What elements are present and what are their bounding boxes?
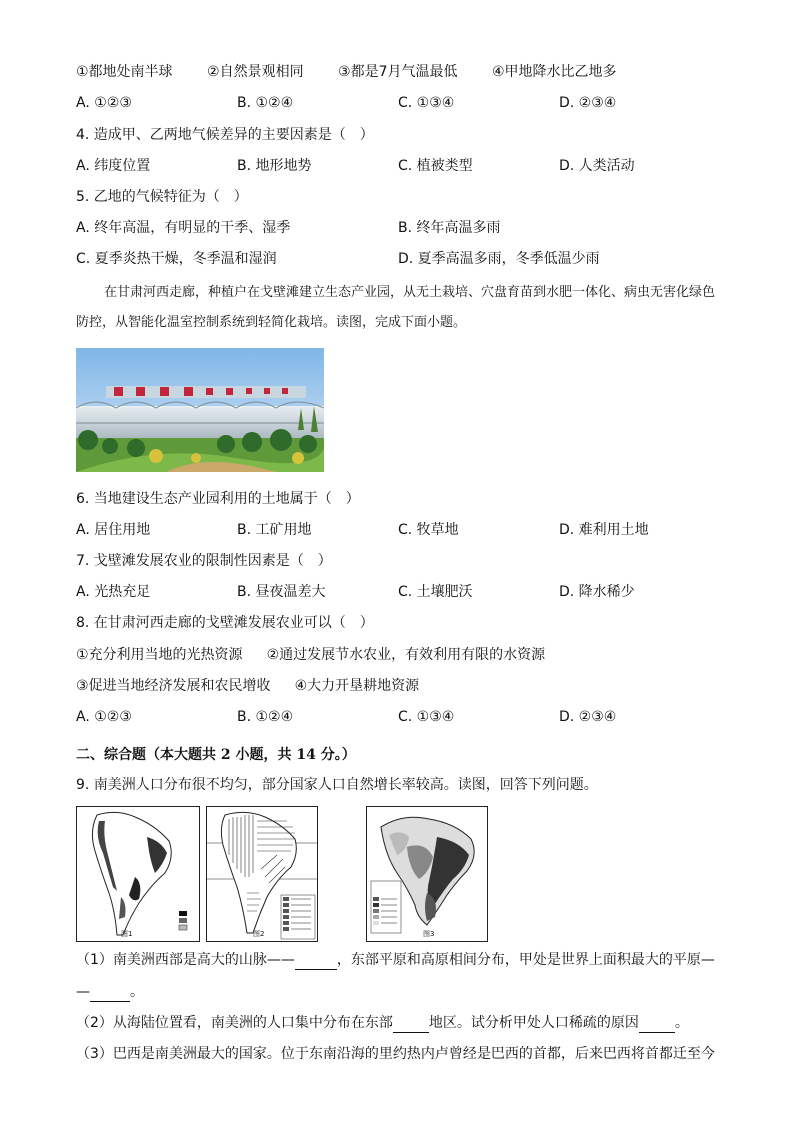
option[interactable]: B. ①②④ — [237, 709, 294, 725]
q3-options — [76, 93, 720, 113]
q4-options — [76, 156, 720, 176]
q9-stem: 9. 南美洲人口分布很不均匀，部分国家人口自然增长率较高。读图，回答下列问题。 — [76, 777, 598, 793]
figure-3-caption: 图3 — [423, 930, 435, 938]
figure-3-map — [366, 806, 488, 942]
option[interactable]: D. ②③④ — [559, 95, 617, 111]
q8-statement: ②通过发展节水农业，有效利用有限的水资源 — [266, 647, 546, 663]
answer-blank[interactable] — [295, 955, 337, 970]
q9-sub1-cont — [76, 982, 144, 1002]
q5-options-row2 — [76, 249, 600, 269]
q5-stem: 5. 乙地的气候特征为（ ） — [76, 189, 248, 205]
q9-sub2-text: 。 — [674, 1015, 689, 1031]
q3-statement: ①都地处南半球 — [76, 64, 173, 80]
q3-statement: ④甲地降水比乙地多 — [491, 64, 617, 80]
figure-2-map — [206, 806, 318, 942]
q7-options — [76, 582, 720, 602]
option[interactable]: D. 人类活动 — [559, 158, 635, 174]
passage: 在甘肃河西走廊，种植户在戈壁滩建立生态产业园，从无土栽培、穴盘育苗到水肥一体化、病虫无害化绿色防控，从智能化温室控制系统到轻简化栽培。读图，完成下面小题。 — [76, 285, 716, 330]
option[interactable]: C. 夏季炎热干燥，冬季温和湿润 — [76, 251, 277, 267]
option[interactable]: B. 地形地势 — [237, 158, 312, 174]
option[interactable]: A. 纬度位置 — [76, 158, 151, 174]
q3-statement: ③都是7月气温最低 — [338, 64, 458, 80]
q8-options — [76, 707, 720, 727]
q6-stem: 6. 当地建设生态产业园利用的土地属于（ ） — [76, 491, 360, 507]
q4-stem: 4. 造成甲、乙两地气候差异的主要因素是（ ） — [76, 127, 374, 143]
option[interactable]: C. 植被类型 — [398, 158, 473, 174]
option[interactable]: B. 昼夜温差大 — [237, 584, 326, 600]
option[interactable]: C. ①③④ — [398, 709, 455, 725]
option[interactable]: D. 夏季高温多雨，冬季低温少雨 — [398, 251, 600, 267]
q8-statement: ④大力开垦耕地资源 — [294, 678, 420, 694]
option[interactable]: C. ①③④ — [398, 95, 455, 111]
option[interactable]: B. 工矿用地 — [237, 522, 312, 538]
q9-sub1-text: — — [76, 984, 90, 1000]
figure-1-map — [76, 806, 200, 942]
option[interactable]: A. 终年高温，有明显的干季、湿季 — [76, 220, 291, 236]
option[interactable]: B. 终年高温多雨 — [398, 220, 501, 236]
q9-sub3: （3）巴西是南美洲最大的国家。位于东南沿海的里约热内卢曾经是巴西的首都，后来巴西将首都迁至今 — [76, 1046, 715, 1062]
q8-stem: 8. 在甘肃河西走廊的戈壁滩发展农业可以（ ） — [76, 615, 374, 631]
option[interactable]: A. 光热充足 — [76, 584, 151, 600]
option[interactable]: B. ①②④ — [237, 95, 294, 111]
option[interactable]: D. ②③④ — [559, 709, 617, 725]
q8-statement: ③促进当地经济发展和农民增收 — [76, 678, 271, 694]
greenhouse-photo — [76, 348, 324, 472]
option[interactable]: C. 土壤肥沃 — [398, 584, 473, 600]
q9-sub1-text: （1）南美洲西部是高大的山脉—— — [76, 952, 295, 968]
figure-1-caption: 图1 — [121, 930, 133, 938]
q9-sub2-text: 地区。试分析甲处人口稀疏的原因 — [428, 1015, 639, 1031]
option[interactable]: A. 居住用地 — [76, 522, 151, 538]
option[interactable]: D. 难利用土地 — [559, 522, 649, 538]
option[interactable]: A. ①②③ — [76, 95, 132, 111]
option[interactable]: D. 降水稀少 — [559, 584, 635, 600]
q9-sub2-text: （2）从海陆位置看，南美洲的人口集中分布在东部 — [76, 1015, 393, 1031]
q3-statement: ②自然景观相同 — [207, 64, 304, 80]
option[interactable]: A. ①②③ — [76, 709, 132, 725]
answer-blank[interactable] — [393, 1018, 429, 1033]
q8-statements-row2 — [76, 676, 419, 696]
q3-statements — [76, 62, 647, 82]
option[interactable]: C. 牧草地 — [398, 522, 459, 538]
q9-sub1-text: ，东部平原和高原相间分布，甲处是世界上面积最大的平原— — [336, 952, 715, 968]
figure-2-caption: 图2 — [253, 930, 265, 938]
q5-options-row1 — [76, 218, 501, 238]
answer-blank[interactable] — [90, 987, 130, 1002]
section-heading: 二、综合题（本大题共 2 小题，共 14 分。） — [76, 747, 356, 763]
q8-statements-row1 — [76, 645, 545, 665]
answer-blank[interactable] — [639, 1018, 675, 1033]
q9-sub1 — [76, 950, 715, 970]
q7-stem: 7. 戈壁滩发展农业的限制性因素是（ ） — [76, 553, 332, 569]
q6-options — [76, 520, 720, 540]
q8-statement: ①充分利用当地的光热资源 — [76, 647, 243, 663]
q9-sub1-text: 。 — [130, 984, 144, 1000]
q9-sub2 — [76, 1013, 689, 1033]
